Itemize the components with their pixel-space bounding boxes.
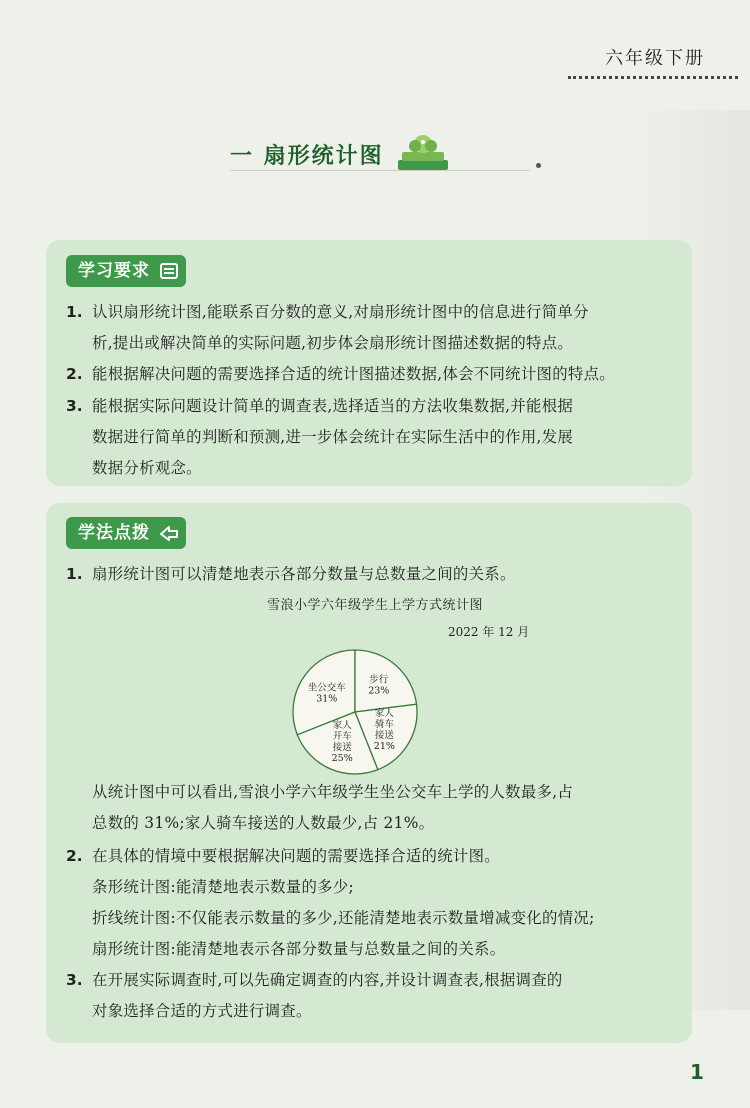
requirement-line: 认识扇形统计图,能联系百分数的意义,对扇形统计图中的信息进行简单分 <box>92 303 589 321</box>
chapter-title-text: 一 扇形统计图 <box>230 143 384 169</box>
requirement-line: 析,提出或解决简单的实际问题,初步体会扇形统计图描述数据的特点。 <box>92 334 574 352</box>
chart-type-bar: 条形统计图:能清楚地表示数量的多少; <box>92 878 355 896</box>
pointer-hand-icon <box>160 525 178 541</box>
pie-slice-value-label: 31% <box>316 693 338 705</box>
study-tips-tag-label: 学法点拨 <box>78 523 150 543</box>
requirement-item-2 <box>66 359 670 390</box>
tip-item-3 <box>66 965 670 1027</box>
chart-type-list <box>92 872 672 965</box>
requirement-item-1 <box>66 297 670 359</box>
pie-slice-value-label: 21% <box>373 740 395 752</box>
requirement-line: 能根据实际问题设计简单的调查表,选择适当的方法收集数据,并能根据 <box>92 397 574 415</box>
tip-number: 3. <box>66 971 83 989</box>
tip-number: 2. <box>66 847 83 865</box>
tip-text: 在具体的情境中要根据解决问题的需要选择合适的统计图。 <box>92 847 500 865</box>
requirement-line: 数据分析观念。 <box>92 459 202 477</box>
grade-label: 六年级下册 <box>605 48 705 69</box>
pie-slice-category-label: 骑车 <box>374 718 394 730</box>
pie-slice-category-label: 家人 <box>332 720 352 732</box>
header-dotted-rule <box>568 76 738 79</box>
tip-text: 对象选择合适的方式进行调查。 <box>92 1002 312 1020</box>
chapter-title <box>230 134 452 174</box>
page-number: 1 <box>690 1060 704 1084</box>
requirement-line: 能根据解决问题的需要选择合适的统计图描述数据,体会不同统计图的特点。 <box>92 365 615 383</box>
conclusion-line: 从统计图中可以看出,雪浪小学六年级学生坐公交车上学的人数最多,占 <box>92 783 574 801</box>
tip-item-1 <box>66 559 670 590</box>
requirement-item-3 <box>66 391 670 484</box>
learning-requirements-tag-label: 学习要求 <box>78 261 150 281</box>
chart-title: 雪浪小学六年级学生上学方式统计图 <box>266 598 483 613</box>
chart-type-pie: 扇形统计图:能清楚地表示各部分数量与总数量之间的关系。 <box>92 940 506 958</box>
pie-slice-category-label: 开车 <box>332 731 352 743</box>
learning-requirements-tag <box>66 255 186 287</box>
tip-item-2 <box>66 841 670 872</box>
pie-slice-category-label: 步行 <box>369 674 389 686</box>
pie-slice-category-label: 家人 <box>374 707 394 719</box>
notebook-icon <box>160 263 178 279</box>
chart-conclusion <box>92 777 672 839</box>
page-header <box>0 0 750 100</box>
chart-type-line: 折线统计图:不仅能表示数量的多少,还能清楚地表示数量增减变化的情况; <box>92 909 595 927</box>
conclusion-line: 总数的 31%;家人骑车接送的人数最少,占 21%。 <box>92 814 435 832</box>
requirement-number: 1. <box>66 303 83 321</box>
pie-slice-value-label: 25% <box>331 753 353 765</box>
requirement-number: 2. <box>66 365 83 383</box>
chapter-underline <box>230 170 530 171</box>
chart-date: 2022 年 12 月 <box>448 625 530 639</box>
tip-number: 1. <box>66 565 83 583</box>
pie-slice-category-label: 接送 <box>374 729 394 741</box>
study-tips-tag <box>66 517 186 549</box>
books-plant-icon <box>394 134 452 174</box>
pie-chart <box>280 637 430 787</box>
pie-slice-category-label: 坐公交车 <box>307 682 346 694</box>
tip-text: 扇形统计图可以清楚地表示各部分数量与总数量之间的关系。 <box>92 565 516 583</box>
requirement-number: 3. <box>66 397 83 415</box>
tip-text: 在开展实际调查时,可以先确定调查的内容,并设计调查表,根据调查的 <box>92 971 563 989</box>
requirement-line: 数据进行简单的判断和预测,进一步体会统计在实际生活中的作用,发展 <box>92 428 574 446</box>
chapter-underline-dot <box>536 163 541 168</box>
pie-slice-value-label: 23% <box>368 685 390 697</box>
pie-slice-category-label: 接送 <box>332 742 352 754</box>
